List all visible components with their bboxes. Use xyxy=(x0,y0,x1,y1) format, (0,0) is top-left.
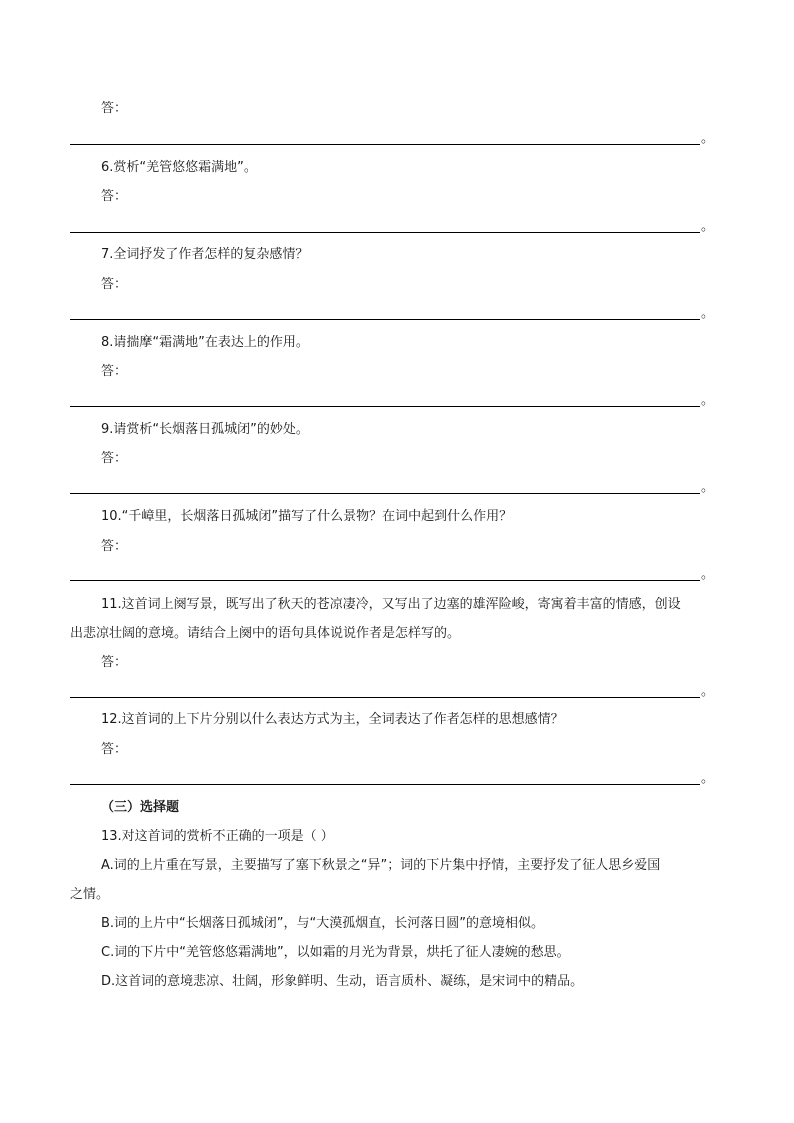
question-11-line1: 11.这首词上阕写景，既写出了秋天的苍凉凄冷，又写出了边塞的雄浑险峻，寄寓着丰富的情感，创设 xyxy=(101,597,681,612)
answer-label: 答： xyxy=(101,189,128,204)
answer-label: 答： xyxy=(101,451,128,466)
section-title: （三）选择题 xyxy=(101,800,180,815)
answer-label: 答： xyxy=(101,655,128,670)
answer-line[interactable] xyxy=(70,406,700,407)
answer-line[interactable] xyxy=(70,144,700,145)
answer-line[interactable] xyxy=(70,319,700,320)
period-mark: 。 xyxy=(701,684,715,699)
answer-label: 答： xyxy=(101,539,128,554)
question-11-line2: 出悲凉壮阔的意境。请结合上阕中的语句具体说说作者是怎样写的。 xyxy=(70,626,461,641)
answer-label: 答： xyxy=(101,742,128,757)
answer-line[interactable] xyxy=(70,784,700,785)
question-12: 12.这首词的上下片分别以什么表达方式为主，全词表达了作者怎样的思想感情？ xyxy=(101,712,564,727)
option-c[interactable]: C.词的下片中“羌管悠悠霜满地”，以如霜的月光为背景，烘托了征人凄婉的愁思。 xyxy=(101,945,570,960)
period-mark: 。 xyxy=(701,567,715,582)
option-a-line1[interactable]: A.词的上片重在写景，主要描写了塞下秋景之“异”；词的下片集中抒情，主要抒发了征人思乡爱国 xyxy=(101,858,661,873)
option-a-line2[interactable]: 之情。 xyxy=(70,887,110,902)
question-7: 7.全词抒发了作者怎样的复杂感情？ xyxy=(101,247,309,262)
period-mark: 。 xyxy=(701,771,715,786)
period-mark: 。 xyxy=(701,393,715,408)
period-mark: 。 xyxy=(701,306,715,321)
answer-line[interactable] xyxy=(70,697,700,698)
period-mark: 。 xyxy=(701,131,715,146)
answer-label: 答： xyxy=(101,364,128,379)
question-13: 13.对这首词的赏析不正确的一项是（ ） xyxy=(101,829,334,844)
option-d[interactable]: D.这首词的意境悲凉、壮阔，形象鲜明、生动，语言质朴、凝练，是宋词中的精品。 xyxy=(101,974,584,989)
answer-line[interactable] xyxy=(70,493,700,494)
option-b[interactable]: B.词的上片中“长烟落日孤城闭”，与“大漠孤烟直，长河落日圆”的意境相似。 xyxy=(101,916,544,931)
question-6: 6.赏析“羌管悠悠霜满地”。 xyxy=(101,160,257,175)
question-9: 9.请赏析“长烟落日孤城闭”的妙处。 xyxy=(101,422,309,437)
answer-label: 答： xyxy=(101,277,128,292)
question-8: 8.请揣摩“霜满地”在表达上的作用。 xyxy=(101,335,309,350)
period-mark: 。 xyxy=(701,219,715,234)
period-mark: 。 xyxy=(701,480,715,495)
answer-label: 答： xyxy=(101,101,128,116)
answer-line[interactable] xyxy=(70,232,700,233)
question-10: 10.“千嶂里，长烟落日孤城闭”描写了什么景物？在词中起到什么作用？ xyxy=(101,509,513,524)
answer-line[interactable] xyxy=(70,580,700,581)
